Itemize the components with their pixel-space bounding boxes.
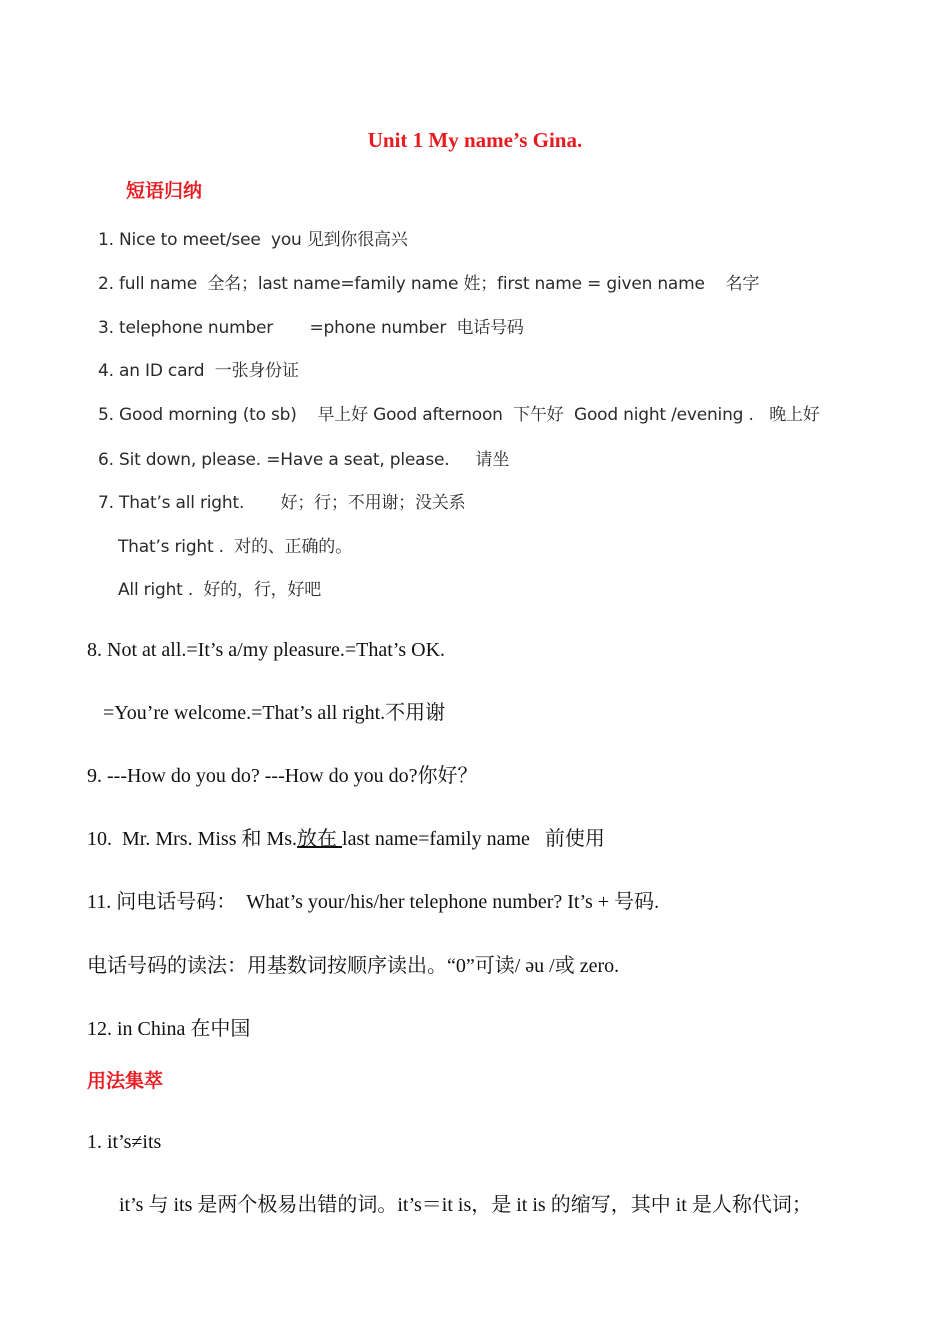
phrase-item: That’s right . 对的、正确的。 [118, 537, 352, 557]
note-item-12: 12. in China 在中国 [87, 1018, 251, 1040]
phrase-item: 2. full name 全名；last name=family name 姓；first name = given name 名字 [98, 274, 760, 294]
phrase-item: 5. Good morning (to sb) 早上好 Good afternoon 下午好 Good night /evening . 晚上好 [98, 405, 820, 425]
usage-item-1-text: it’s 与 its 是两个极易出错的词。it’s＝it is，是 it is 的缩写，其中 it 是人称代词； [119, 1194, 812, 1216]
note-item-8-continued: =You’re welcome.=That’s all right.不用谢 [103, 702, 446, 724]
note-item-11: 11. 问电话号码： What’s your/his/her telephone number? It’s + 号码. [87, 891, 660, 913]
phone-reading-note: 电话号码的读法：用基数词按顺序读出。“0”可读/ əu /或 zero. [87, 955, 620, 977]
usage-item-1-title: 1. it’s≠its [87, 1131, 162, 1153]
note-item-10-text: 10. Mr. Mrs. Miss 和 Ms. [87, 828, 298, 850]
phrase-item: 3. telephone number =phone number 电话号码 [98, 318, 524, 338]
note-item-10-underlined: 放在 [297, 828, 343, 850]
page-title: Unit 1 My name’s Gina. [367, 128, 583, 152]
phrase-item: All right . 好的，行，好吧 [118, 580, 322, 600]
phrase-item: 4. an ID card 一张身份证 [98, 361, 299, 381]
phrase-item: 7. That’s all right. 好；行；不用谢；没关系 [98, 493, 466, 513]
note-item-10 [87, 825, 605, 853]
phrases-heading: 短语归纳 [126, 180, 203, 202]
note-item-9: 9. ---How do you do? ---How do you do?你好？ [87, 765, 478, 787]
phrase-item: 6. Sit down, please. =Have a seat, please. 请坐 [98, 450, 510, 470]
note-item-10-text-end: last name=family name 前使用 [342, 828, 605, 850]
phrase-item: 1. Nice to meet/see you 见到你很高兴 [98, 230, 408, 250]
usage-heading: 用法集萃 [87, 1070, 164, 1092]
note-item-8: 8. Not at all.=It’s a/my pleasure.=That’s OK. [87, 639, 446, 661]
